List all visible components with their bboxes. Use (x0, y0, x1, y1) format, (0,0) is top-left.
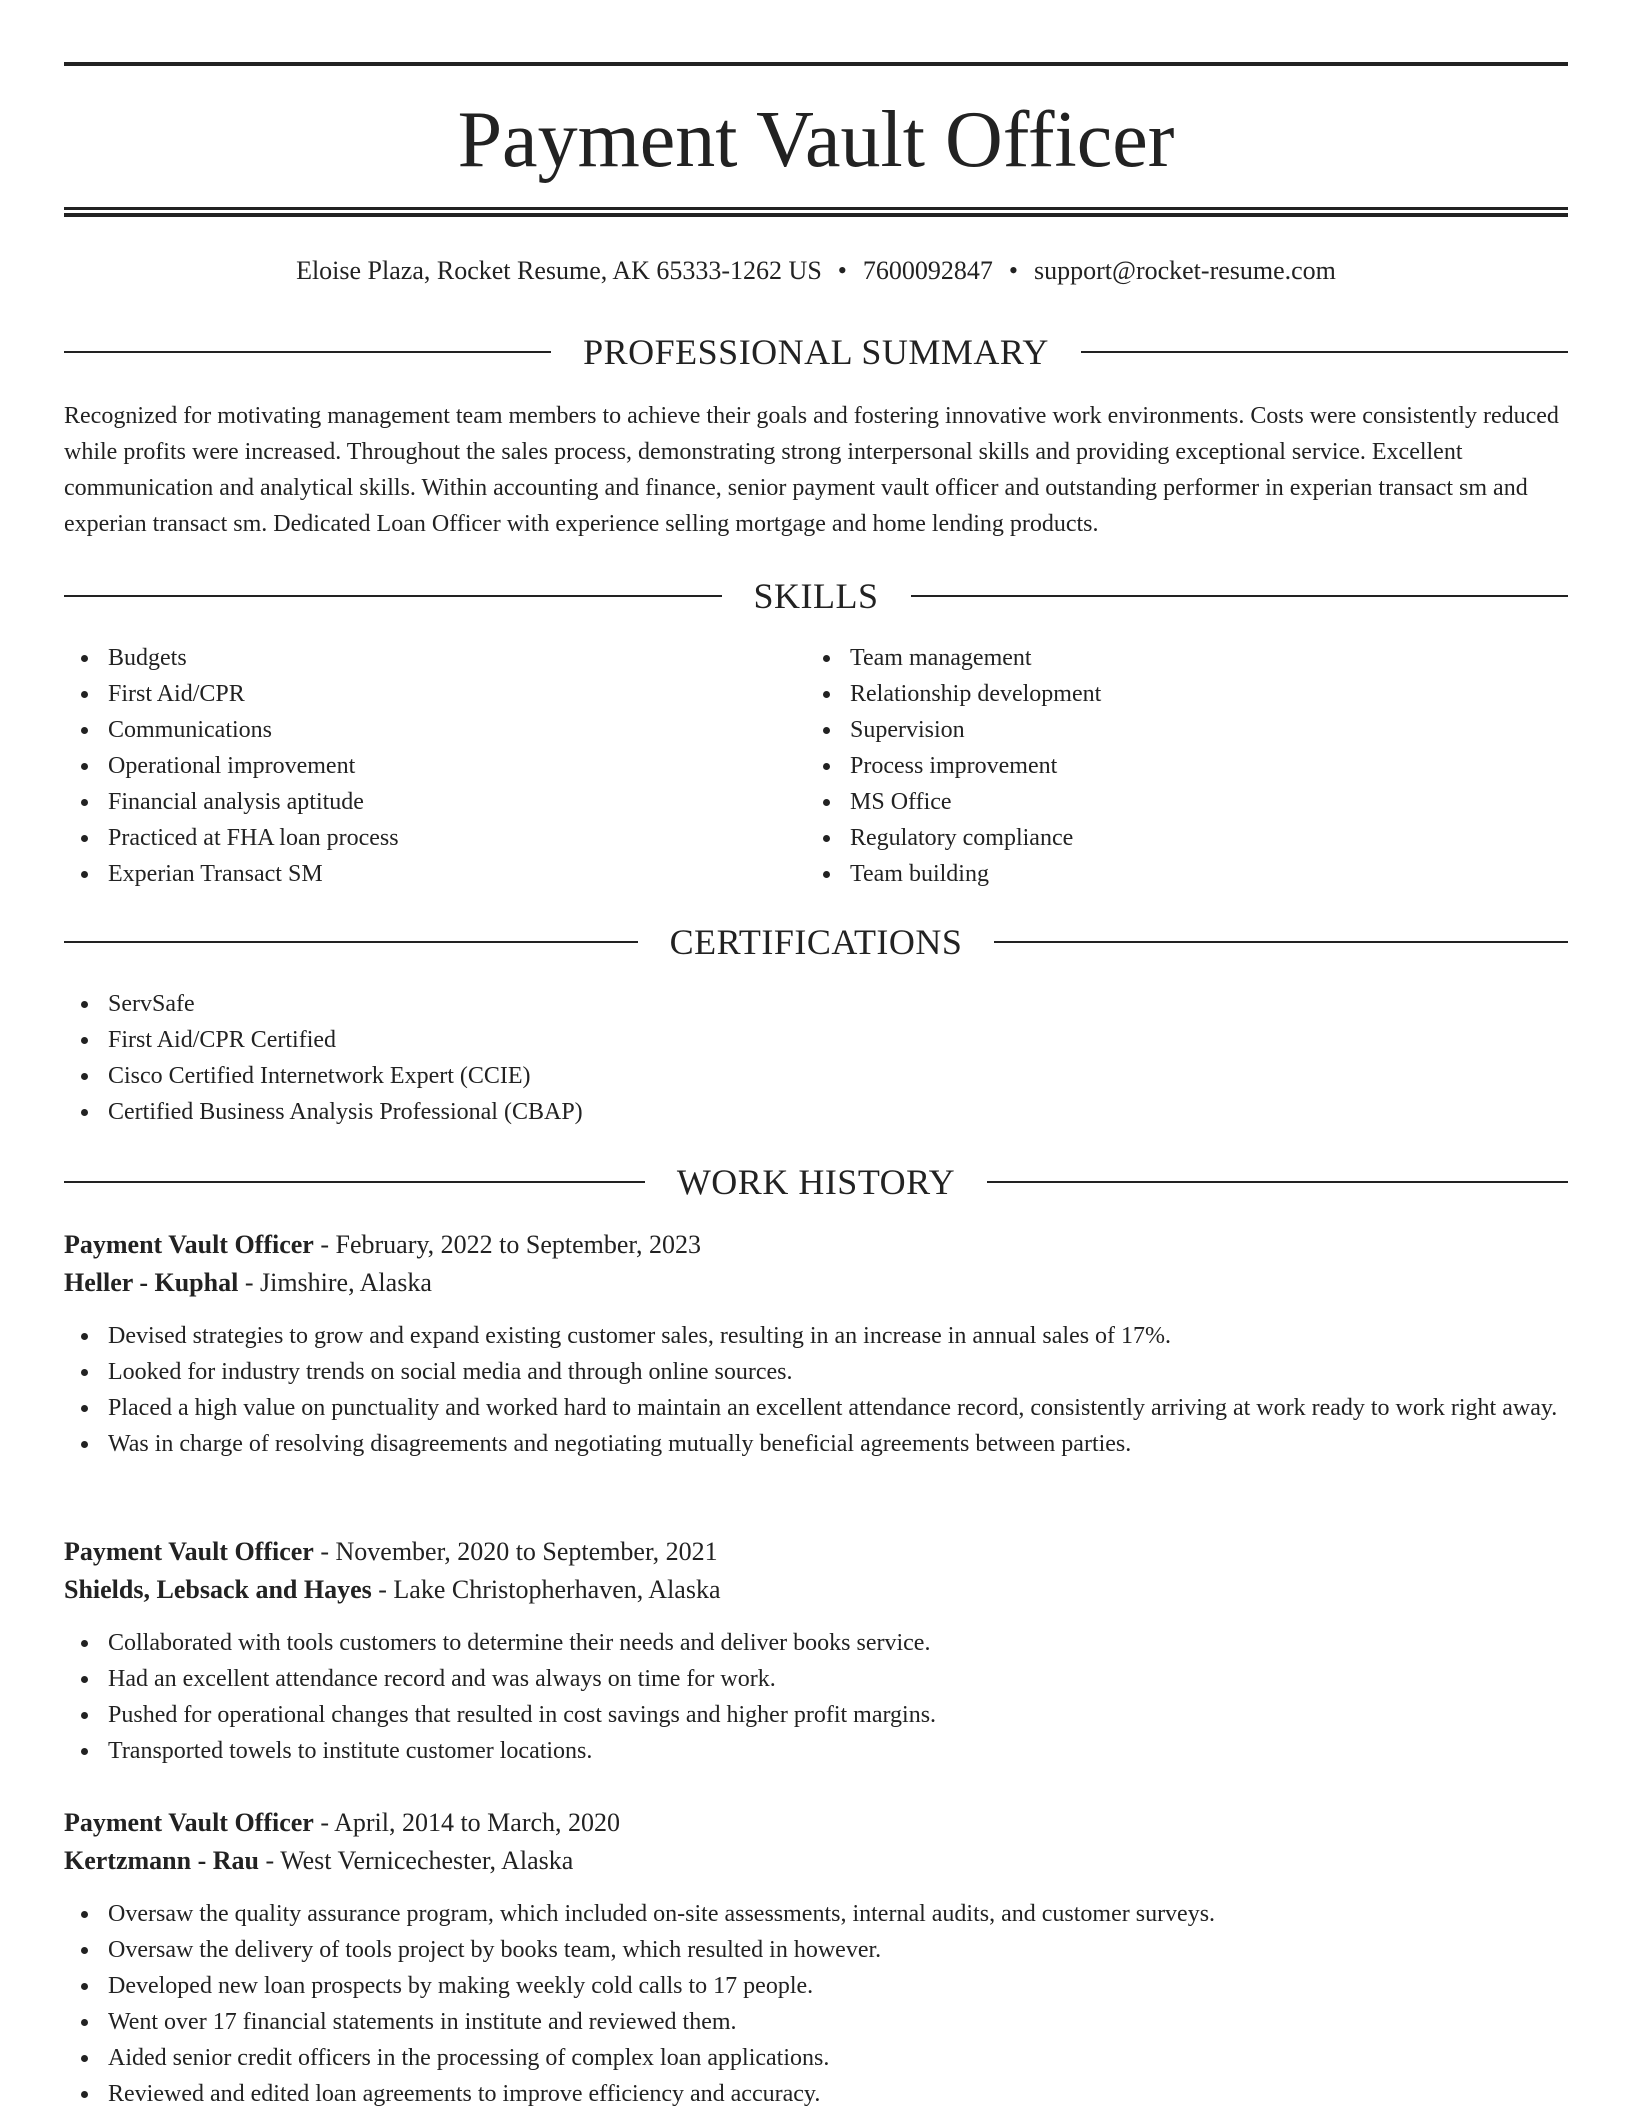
job-company: Kertzmann - Rau (64, 1846, 259, 1875)
skill-item: Team building (806, 856, 1566, 892)
job-duty: Had an excellent attendance record and was always on time for work. (64, 1661, 1568, 1697)
job-company: Shields, Lebsack and Hayes (64, 1575, 372, 1604)
heading-rule-right (987, 1181, 1568, 1183)
resume-title: Payment Vault Officer (457, 96, 1175, 184)
skill-item: Experian Transact SM (64, 856, 804, 892)
summary-text: Recognized for motivating management team members to achieve their goals and fostering innovative work environments. Costs were consistently reduced while profits were increased. Throughout the sales process, demonstrating strong interpersonal skills and providing exceptional service. Excellent communication and analytical skills. Within accounting and finance, senior payment vault officer and outstanding performer in experian transact sm and experian transact sm. Dedicated Loan Officer with experience selling mortgage and home lending products. (64, 403, 1559, 537)
job-duty: Went over 17 financial statements in institute and reviewed them. (64, 2004, 1568, 2040)
summary-heading-row (64, 330, 1568, 374)
work-heading: WORK HISTORY (676, 1162, 956, 1202)
job-title: Payment Vault Officer (64, 1808, 314, 1837)
heading-rule-left (64, 1181, 645, 1183)
top-rule (64, 62, 1568, 66)
skill-item: Budgets (64, 640, 804, 676)
job-duties (64, 1318, 1568, 1462)
skills-list-left (64, 640, 804, 892)
job-location: Jimshire, Alaska (259, 1268, 432, 1297)
dash: - (238, 1268, 260, 1297)
job-location: Lake Christopherhaven, Alaska (393, 1575, 721, 1604)
job-duty: Aided senior credit officers in the processing of complex loan applications. (64, 2040, 1568, 2076)
job-duty: Transported towels to institute customer locations. (64, 1733, 1568, 1769)
certifications-heading-row (64, 920, 1568, 964)
work-heading-row (64, 1160, 1568, 1204)
job-duty: Reviewed and edited loan agreements to improve efficiency and accuracy. (64, 2076, 1568, 2112)
heading-rule-right (994, 941, 1568, 943)
skills-list-right (806, 640, 1566, 892)
job-entry (64, 1804, 1568, 2112)
job-duty: Oversaw the delivery of tools project by books team, which resulted in however. (64, 1932, 1568, 1968)
job-entry (64, 1533, 1568, 1769)
job-duty: Oversaw the quality assurance program, which included on-site assessments, internal audits, and customer surveys. (64, 1896, 1568, 1932)
dash: - (371, 1575, 394, 1604)
job-duty: Devised strategies to grow and expand existing customer sales, resulting in an increase in annual sales of 17%. (64, 1318, 1568, 1354)
job-title: Payment Vault Officer (64, 1537, 314, 1566)
job-duties (64, 1896, 1568, 2112)
heading-rule-left (64, 941, 638, 943)
title-double-rule (64, 207, 1568, 217)
heading-rule-left (64, 351, 551, 353)
job-dates: November, 2020 to September, 2021 (335, 1537, 718, 1566)
job-entry (64, 1226, 1568, 1462)
contact-email: support@rocket-resume.com (1034, 256, 1336, 285)
contact-separator: • (837, 256, 847, 285)
skill-item: MS Office (806, 784, 1566, 820)
job-company: Heller - Kuphal (64, 1268, 239, 1297)
heading-rule-right (911, 595, 1569, 597)
summary-heading: PROFESSIONAL SUMMARY (583, 332, 1049, 372)
dash: - (313, 1230, 336, 1259)
heading-rule-left (64, 595, 722, 597)
skills-heading-row (64, 574, 1568, 618)
certification-item: Certified Business Analysis Professional (CBAP) (64, 1094, 1568, 1130)
job-title-line (64, 1226, 1568, 1264)
heading-rule-right (1081, 351, 1568, 353)
contact-separator: • (1008, 256, 1018, 285)
skill-item: Practiced at FHA loan process (64, 820, 804, 856)
job-title: Payment Vault Officer (64, 1230, 314, 1259)
job-duty: Collaborated with tools customers to determine their needs and deliver books service. (64, 1625, 1568, 1661)
certifications-heading: CERTIFICATIONS (669, 922, 963, 962)
contact-address: Eloise Plaza, Rocket Resume, AK 65333-1262 US (296, 256, 822, 285)
certifications-list (64, 986, 1568, 1130)
dash: - (313, 1808, 335, 1837)
job-company-line (64, 1571, 1568, 1609)
certification-item: Cisco Certified Internetwork Expert (CCIE) (64, 1058, 1568, 1094)
job-title-line (64, 1533, 1568, 1571)
job-duty: Looked for industry trends on social media and through online sources. (64, 1354, 1568, 1390)
skill-item: Financial analysis aptitude (64, 784, 804, 820)
certification-item: First Aid/CPR Certified (64, 1022, 1568, 1058)
job-duty: Placed a high value on punctuality and worked hard to maintain an excellent attendance record, consistently arriving at work ready to work right away. (64, 1390, 1568, 1426)
job-company-line (64, 1264, 1568, 1302)
job-duties (64, 1625, 1568, 1769)
skill-item: First Aid/CPR (64, 676, 804, 712)
job-dates: February, 2022 to September, 2023 (335, 1230, 702, 1259)
contact-phone: 7600092847 (862, 256, 993, 285)
skill-item: Communications (64, 712, 804, 748)
skill-item: Regulatory compliance (806, 820, 1566, 856)
job-duty: Developed new loan prospects by making weekly cold calls to 17 people. (64, 1968, 1568, 2004)
skill-item: Team management (806, 640, 1566, 676)
certification-item: ServSafe (64, 986, 1568, 1022)
job-duty: Was in charge of resolving disagreements and negotiating mutually beneficial agreements between parties. (64, 1426, 1568, 1462)
job-location: West Vernicechester, Alaska (280, 1846, 574, 1875)
job-company-line (64, 1842, 1568, 1880)
dash: - (258, 1846, 281, 1875)
job-title-line (64, 1804, 1568, 1842)
contact-line (64, 253, 1568, 289)
skill-item: Operational improvement (64, 748, 804, 784)
job-duty: Pushed for operational changes that resulted in cost savings and higher profit margins. (64, 1697, 1568, 1733)
job-dates: April, 2014 to March, 2020 (334, 1808, 621, 1837)
dash: - (313, 1537, 336, 1566)
skill-item: Relationship development (806, 676, 1566, 712)
skill-item: Supervision (806, 712, 1566, 748)
skills-heading: SKILLS (753, 576, 879, 616)
skill-item: Process improvement (806, 748, 1566, 784)
